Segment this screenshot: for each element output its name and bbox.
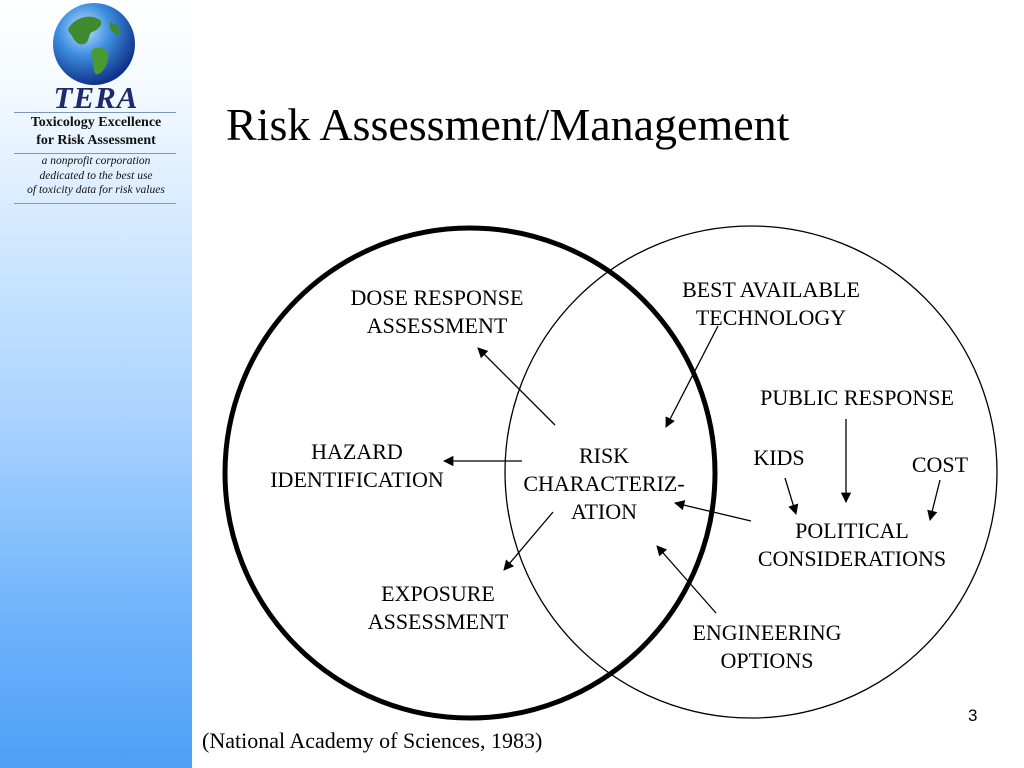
node-label-line: HAZARD xyxy=(311,439,403,464)
node-label-line: OPTIONS xyxy=(720,648,814,673)
node-label-line: POLITICAL xyxy=(795,518,909,543)
arrow-from-engineering xyxy=(657,546,716,613)
slide-title: Risk Assessment/Management xyxy=(226,99,790,150)
node-risk-characterization xyxy=(494,442,714,526)
node-label-line: ASSESSMENT xyxy=(366,313,508,338)
node-kids xyxy=(734,444,824,472)
page-number: 3 xyxy=(968,706,978,725)
arrow-from-cost xyxy=(930,480,940,520)
node-dose-response xyxy=(317,284,557,340)
node-label-line: ATION xyxy=(571,499,637,524)
tagline-line2: dedicated to the best use xyxy=(39,170,153,182)
node-label-line: ASSESSMENT xyxy=(367,609,509,634)
node-label-line: TECHNOLOGY xyxy=(695,305,847,330)
arrow-from-kids xyxy=(785,478,796,514)
node-label-line: PUBLIC RESPONSE xyxy=(760,385,954,410)
node-exposure-assessment xyxy=(328,580,548,636)
org-name-line2: for Risk Assessment xyxy=(36,133,156,148)
node-public-response xyxy=(727,384,987,412)
node-political-considerations xyxy=(722,517,982,573)
node-best-available-technology xyxy=(646,276,896,332)
node-label-line: CONSIDERATIONS xyxy=(757,546,947,571)
node-label-line: IDENTIFICATION xyxy=(270,467,444,492)
node-cost xyxy=(895,451,985,479)
node-label-line: EXPOSURE xyxy=(381,581,495,606)
node-label-line: COST xyxy=(911,452,969,477)
tagline-line3: of toxicity data for risk values xyxy=(27,184,165,196)
node-engineering-options xyxy=(657,619,877,675)
citation: (National Academy of Sciences, 1983) xyxy=(202,728,543,753)
node-label-line: ENGINEERING xyxy=(692,620,842,645)
tagline-line1: a nonprofit corporation xyxy=(41,155,151,167)
node-label-line: KIDS xyxy=(753,445,805,470)
org-name-line1: Toxicology Excellence xyxy=(30,115,162,130)
arrow-to-dose-response xyxy=(478,348,555,425)
node-hazard-identification xyxy=(237,438,477,494)
node-label-line: DOSE RESPONSE xyxy=(350,285,524,310)
node-label-line: CHARACTERIZ- xyxy=(523,471,685,496)
tera-logo-word: TERA xyxy=(53,80,139,115)
node-label-line: BEST AVAILABLE xyxy=(682,277,860,302)
node-label-line: RISK xyxy=(578,443,630,468)
